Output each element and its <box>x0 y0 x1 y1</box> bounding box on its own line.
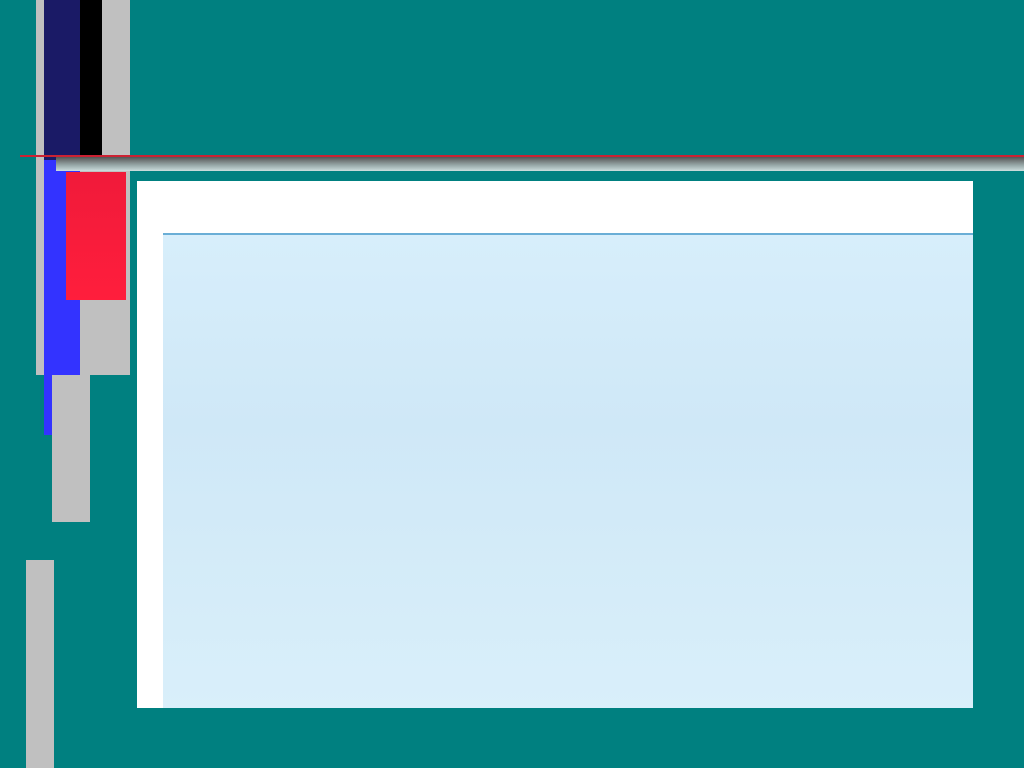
clearance-fits-table <box>163 233 973 708</box>
decor-gray-block-mid <box>52 375 90 522</box>
decor-red-block <box>66 172 126 300</box>
title-divider-shadow <box>56 157 1024 171</box>
decor-gray-block-bottom <box>26 560 54 768</box>
decor-black-block <box>80 0 102 160</box>
decor-navy-block <box>44 0 80 160</box>
table-image-panel <box>137 181 973 708</box>
table-caption <box>193 201 207 223</box>
